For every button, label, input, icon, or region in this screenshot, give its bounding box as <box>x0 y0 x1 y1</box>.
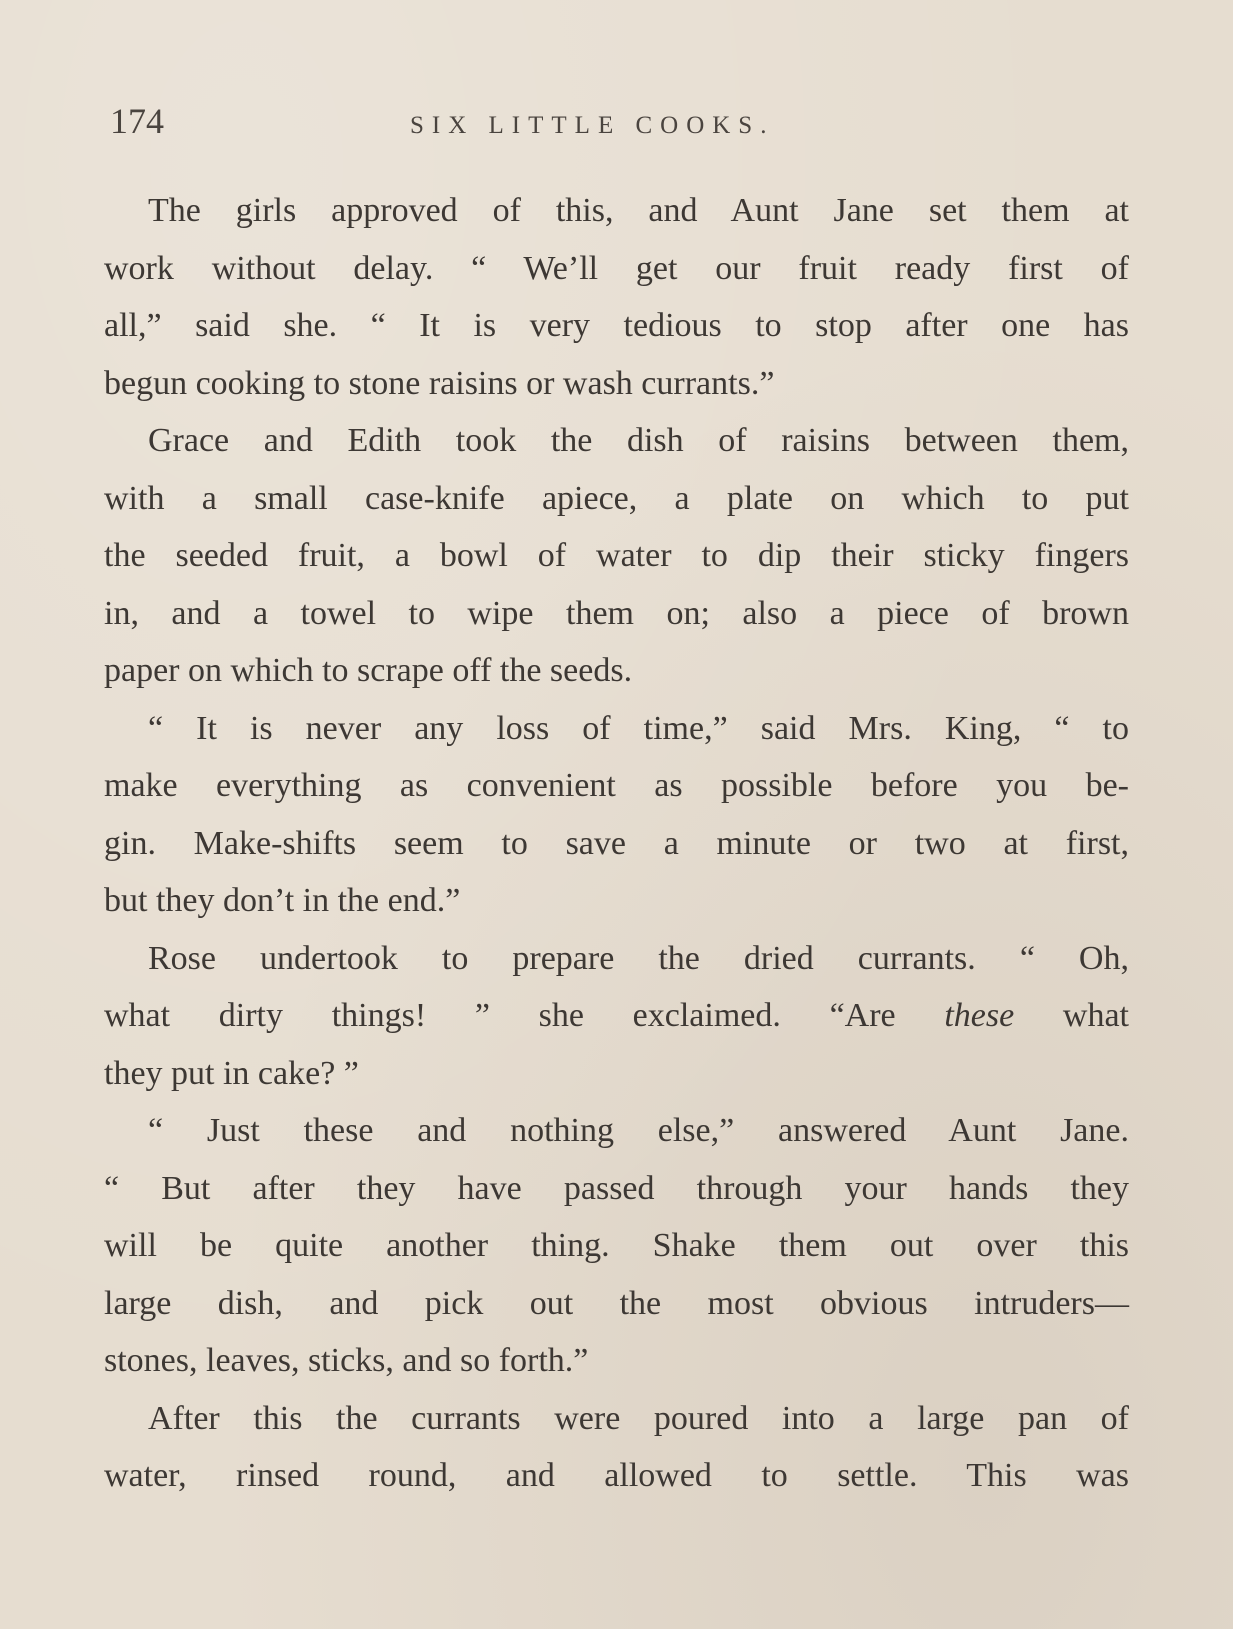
text-line: with a small case-knife apiece, a plate on which to put <box>104 479 1129 517</box>
paragraph-2 <box>104 412 1129 700</box>
running-head <box>110 100 1130 150</box>
text-line: make everything as convenient as possible before you be- <box>104 767 1129 804</box>
text-line: “ It is never any loss of time,” said Mrs. King, “ to <box>148 709 1129 747</box>
text-line: all,” said she. “ It is very tedious to stop after one has <box>104 307 1129 344</box>
text-line: begun cooking to stone raisins or wash currants.” <box>104 364 775 402</box>
text-line: they put in cake? ” <box>104 1054 359 1092</box>
text-line: “ But after they have passed through your hands they <box>104 1169 1129 1207</box>
text-line: in, and a towel to wipe them on; also a piece of brown <box>104 594 1129 632</box>
text-line: paper on which to scrape off the seeds. <box>104 652 633 689</box>
text-line: will be quite another thing. Shake them out over this <box>104 1227 1129 1264</box>
text-line-with-italic <box>104 987 1129 1045</box>
text-line: Grace and Edith took the dish of raisins between them, <box>148 422 1129 459</box>
paragraph-4 <box>104 930 1129 1103</box>
text-line: Rose undertook to prepare the dried currants. “ Oh, <box>148 939 1129 977</box>
text-line: water, rinsed round, and allowed to settle. This was <box>104 1457 1129 1494</box>
text-line: After this the currants were poured into a large pan of <box>148 1399 1129 1437</box>
paragraph-1 <box>104 182 1129 412</box>
text-segment: what <box>1062 997 1129 1034</box>
italic-word: these <box>944 997 1015 1034</box>
page-number: 174 <box>110 101 164 141</box>
paragraph-6 <box>104 1390 1129 1505</box>
text-line: work without delay. “ We’ll get our fruit ready first of <box>104 249 1129 287</box>
text-line: stones, leaves, sticks, and so forth.” <box>104 1342 589 1379</box>
text-line: but they don’t in the end.” <box>104 882 461 919</box>
text-line: “ Just these and nothing else,” answered Aunt Jane. <box>148 1112 1129 1149</box>
text-line: gin. Make-shifts seem to save a minute or two at first, <box>104 824 1129 862</box>
body-text <box>104 182 1129 1505</box>
text-segment: what dirty things! ” she exclaimed. “Are <box>104 997 896 1034</box>
text-line: the seeded fruit, a bowl of water to dip their sticky fingers <box>104 537 1129 574</box>
book-title: SIX LITTLE COOKS. <box>410 112 775 139</box>
text-line: The girls approved of this, and Aunt Jane set them at <box>148 192 1129 229</box>
text-line: large dish, and pick out the most obvious intruders— <box>104 1284 1129 1322</box>
paragraph-3 <box>104 700 1129 930</box>
paragraph-5 <box>104 1102 1129 1390</box>
